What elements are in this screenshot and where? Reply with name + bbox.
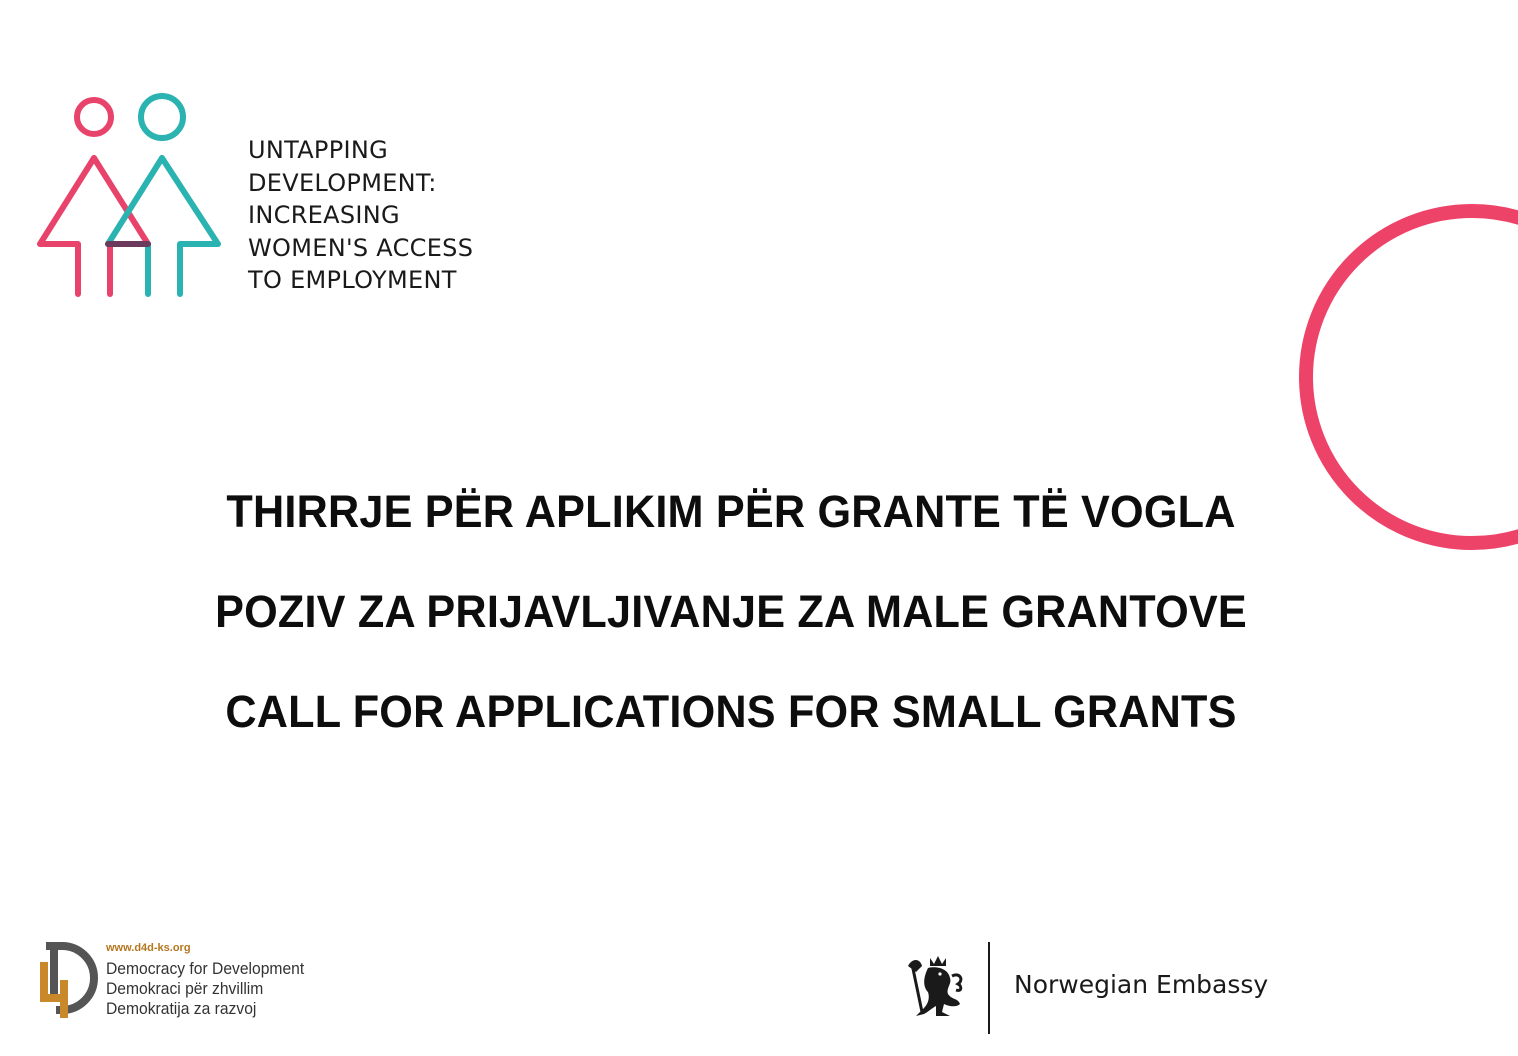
d4d-url: www.d4d-ks.org [106,942,191,954]
project-title-line: DEVELOPMENT: [248,168,437,197]
project-title-line: INCREASING [248,201,400,229]
d4d-name-line: Democracy for Development [106,959,305,978]
d4d-name-line: Demokratija za razvoj [106,999,257,1018]
embassy-name: Norwegian Embassy [1014,970,1269,999]
headline-albanian: THIRRJE PËR APLIKIM PËR GRANTE TË VOGLA [226,486,1236,537]
project-title [248,134,518,297]
norwegian-lion-crest-icon [906,954,966,1020]
headline-english: CALL FOR APPLICATIONS FOR SMALL GRANTS [225,686,1237,737]
norwegian-embassy-logo [904,940,1284,1036]
headline-serbian: POZIV ZA PRIJAVLJIVANJE ZA MALE GRANTOVE [215,586,1247,637]
divider [988,942,990,1034]
headline-group [0,462,1462,762]
project-title-line: WOMEN'S ACCESS [248,233,474,262]
d4d-logo [38,940,328,1024]
d4d-name-line: Demokraci për zhvillim [106,979,264,998]
two-figures-logo-icon [30,90,230,310]
project-title-line: UNTAPPING [248,136,389,164]
d4d-logo-icon [38,940,102,1024]
d4d-name-lines [106,959,321,1019]
project-logo [30,90,510,310]
project-title-line: TO EMPLOYMENT [248,266,457,294]
